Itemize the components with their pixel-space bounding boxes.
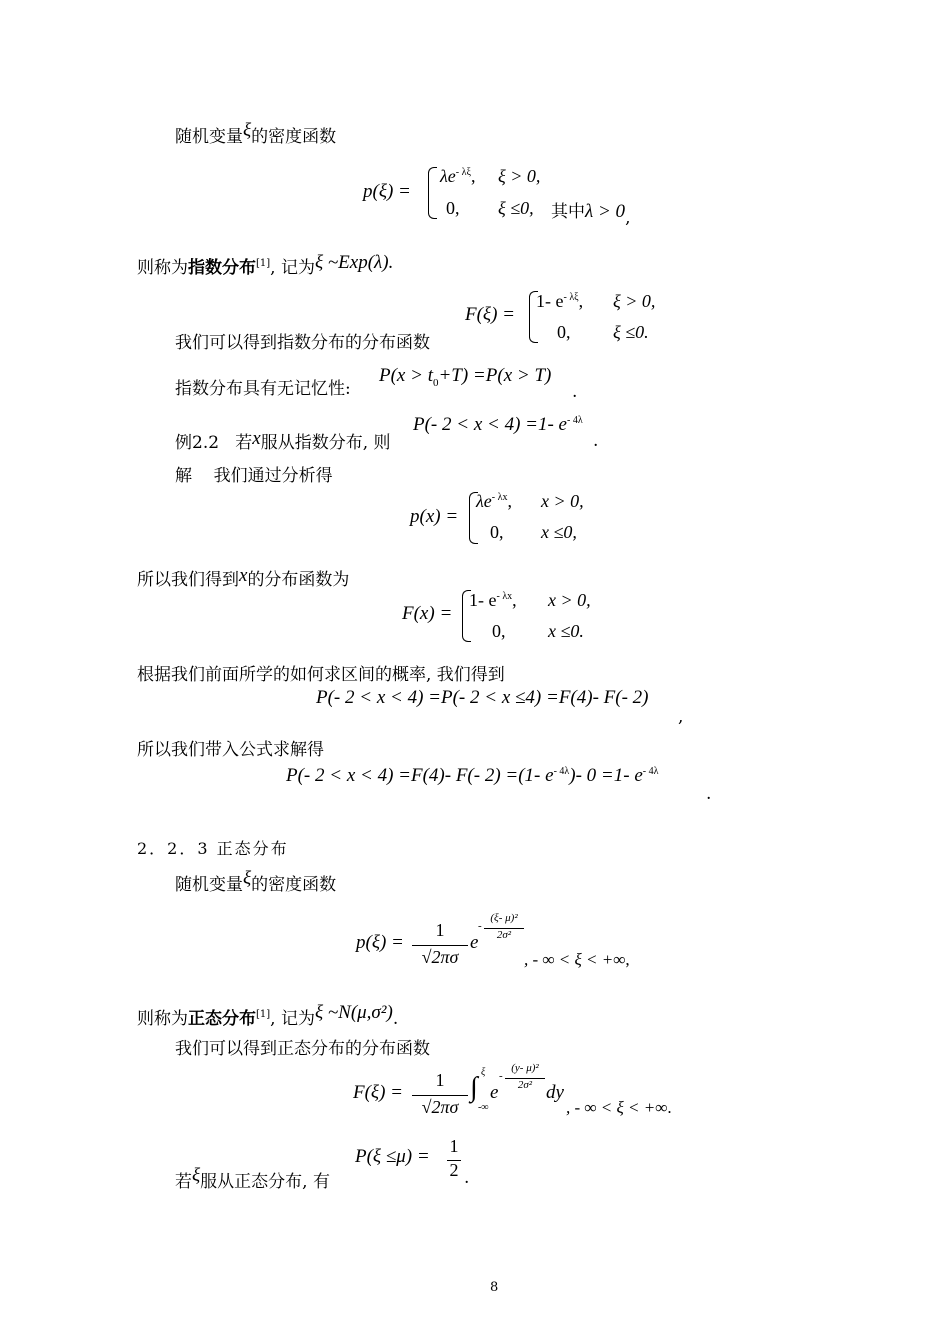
solution-label: 解 <box>175 466 192 486</box>
norm-intro-suffix: 的密度函数 <box>251 875 337 895</box>
exp-intro-suffix: 的密度函数 <box>251 127 337 147</box>
norm-intro-line <box>175 868 336 896</box>
memoryless-formula <box>379 365 551 389</box>
example-var: x <box>252 428 261 449</box>
exp-cdf-case1 <box>536 291 583 312</box>
norm-density-exp-num: (ξ- μ)² <box>490 912 518 924</box>
norm-called-mid: , 记为 <box>270 1009 315 1029</box>
exp-density-case1-exp: - λξ <box>455 167 471 178</box>
exp-called-prefix: 则称为 <box>137 258 188 278</box>
solution-text: 我们通过分析得 <box>213 466 333 486</box>
exp-cdf-case1-val: 1- e <box>536 291 564 311</box>
norm-cdf-exp-den: 2σ² <box>517 1079 533 1091</box>
norm-last-den: 2 <box>449 1160 459 1180</box>
exp-cdf-case1-cond: ξ > 0, <box>613 291 656 311</box>
eq2-exp2: - 4λ <box>642 766 659 777</box>
norm-cdf-lower: -∞ <box>478 1102 489 1113</box>
example-formula-exp: - 4λ <box>567 415 583 426</box>
page-number: 8 <box>490 1280 499 1295</box>
solution-line <box>175 465 333 487</box>
norm-cdf-integral: ∫ <box>470 1072 478 1103</box>
exp-density-brace <box>428 167 437 219</box>
example-label: 例2.2 <box>175 433 220 453</box>
norm-intro-var: ξ <box>243 868 252 889</box>
eq1-formula: P(- 2 < x < 4) =P(- 2 < x ≤4) =F(4)- F(- 2) <box>316 687 649 708</box>
memoryless-end: . <box>572 382 578 402</box>
section-heading: 2．2．3 正态分布 <box>137 839 289 858</box>
example-suffix: 服从指数分布, 则 <box>260 433 391 453</box>
norm-last-var: ξ <box>192 1165 201 1186</box>
exp-density-case1-cond: ξ > 0, <box>498 166 541 186</box>
Fx-case1 <box>469 590 517 611</box>
norm-last-lhs: P(ξ ≤μ) = <box>355 1146 430 1167</box>
memoryless-rhs: +T) =P(x > T) <box>438 365 552 386</box>
exp-density-case2-cond: ξ ≤0, <box>498 198 534 218</box>
example-line <box>175 428 391 454</box>
px-case1-cond: x > 0, <box>541 491 584 511</box>
exp-cdf-case2-cond: ξ ≤0. <box>613 322 649 342</box>
based-line: 根据我们前面所学的如何求区间的概率, 我们得到 <box>137 665 505 685</box>
norm-cdf-intro: 我们可以得到正态分布的分布函数 <box>175 1039 430 1059</box>
memoryless-sub: 0 <box>432 376 439 389</box>
norm-called-ref: [1] <box>256 1009 271 1020</box>
exp-density-end: , <box>625 208 631 228</box>
so-suffix: 的分布函数为 <box>247 570 350 590</box>
so-prefix: 所以我们得到 <box>137 570 239 590</box>
exp-density-case1 <box>440 166 475 187</box>
norm-density-den: √2πσ <box>421 947 459 967</box>
exp-called-ref: [1] <box>256 258 271 269</box>
norm-called-notation: ξ ~N(μ,σ²) <box>314 1002 393 1023</box>
norm-density-exp-sign: - <box>478 920 482 932</box>
Fx-case2-cond: x ≤0. <box>548 621 584 641</box>
norm-density-bar <box>412 945 468 946</box>
plug-line: 所以我们带入公式求解得 <box>137 740 324 760</box>
Fx-lhs: F(x) = <box>402 603 453 624</box>
eq2-formula <box>286 765 658 787</box>
norm-intro-prefix: 随机变量 <box>175 875 243 895</box>
norm-last-prefix: 若 <box>175 1172 192 1192</box>
norm-density-e: e <box>470 932 479 953</box>
norm-called-prefix: 则称为 <box>137 1009 188 1029</box>
exp-intro-prefix: 随机变量 <box>175 127 243 147</box>
norm-density-lhs: p(ξ) = <box>356 932 404 953</box>
norm-cdf-e: e <box>490 1082 499 1103</box>
memoryless-lhs: P(x > t <box>379 365 433 386</box>
example-formula <box>413 414 583 436</box>
so-var: x <box>239 565 248 586</box>
so-line <box>137 565 349 591</box>
px-case1 <box>476 491 512 512</box>
px-case2-cond: x ≤0, <box>541 522 577 542</box>
norm-last-suffix: 服从正态分布, 有 <box>200 1172 330 1192</box>
example-end: . <box>593 431 599 451</box>
exp-density-case1-sep: , <box>470 166 476 186</box>
norm-density-range <box>524 950 630 970</box>
norm-last-num: 1 <box>449 1136 459 1156</box>
Fx-case1-cond: x > 0, <box>548 590 591 610</box>
norm-density-end: , <box>625 950 630 969</box>
norm-cdf-lhs: F(ξ) = <box>353 1082 403 1103</box>
px-case1-sep: , <box>507 491 512 511</box>
eq1-end: , <box>678 707 684 727</box>
norm-cdf-dy: dy <box>546 1082 564 1103</box>
px-case1-exp: - λx <box>491 492 508 503</box>
norm-called-name: 正态分布 <box>188 1009 256 1029</box>
norm-cdf-exp-num: (y- μ)² <box>511 1062 539 1074</box>
exp-cdf-case1-exp: - λξ <box>563 292 579 303</box>
example-formula-text: P(- 2 < x < 4) =1- e <box>413 414 567 435</box>
exp-density-case1-val: λe <box>440 166 456 186</box>
norm-density-range-text: , - ∞ < ξ < +∞ <box>524 950 626 969</box>
Fx-case1-val: 1- e <box>469 590 497 610</box>
norm-cdf-den: √2πσ <box>421 1097 459 1117</box>
norm-cdf-num: 1 <box>435 1070 445 1090</box>
norm-density-exp-den: 2σ² <box>496 929 512 941</box>
exp-intro-line <box>175 120 336 148</box>
norm-cdf-bar <box>412 1095 468 1096</box>
Fx-case1-sep: , <box>512 590 517 610</box>
eq2-exp1: - 4λ <box>553 766 570 777</box>
exp-density-lhs: p(ξ) = <box>363 181 411 202</box>
exp-density-case2-val: 0, <box>446 198 460 218</box>
exp-density-where <box>551 201 630 229</box>
exp-cdf-case1-sep: , <box>578 291 584 311</box>
exp-called-notation: ξ ~Exp(λ). <box>314 252 394 273</box>
exp-density-where-text: 其中 <box>551 202 585 222</box>
norm-cdf-exp-sign: - <box>499 1070 503 1082</box>
norm-cdf-range-text: , - ∞ < ξ < +∞ <box>566 1098 668 1117</box>
norm-cdf-range <box>566 1098 672 1118</box>
Fx-case1-exp: - λx <box>496 591 513 602</box>
norm-last-end: . <box>464 1168 470 1188</box>
Fx-case2-val: 0, <box>492 621 506 641</box>
px-case2-val: 0, <box>490 522 504 542</box>
norm-called-end: . <box>392 1009 399 1029</box>
exp-cdf-intro: 我们可以得到指数分布的分布函数 <box>175 333 430 353</box>
exp-intro-var: ξ <box>243 120 252 141</box>
exp-called-line <box>137 252 393 279</box>
memoryless-text: 指数分布具有无记忆性: <box>175 379 351 399</box>
exp-called-mid: , 记为 <box>270 258 315 278</box>
norm-called-line <box>137 1002 398 1030</box>
norm-last-line <box>175 1165 330 1193</box>
px-case1-val: λe <box>476 491 492 511</box>
eq2-main: P(- 2 < x < 4) =F(4)- F(- 2) =(1- e <box>286 765 554 786</box>
norm-density-num: 1 <box>435 920 445 940</box>
exp-density-where-cond: λ > 0 <box>585 201 626 222</box>
norm-cdf-end: . <box>667 1098 672 1117</box>
exp-called-name: 指数分布 <box>188 258 256 278</box>
exp-cdf-case2-val: 0, <box>557 322 571 342</box>
eq2-mid: )- 0 =1- e <box>569 765 643 786</box>
exp-cdf-lhs: F(ξ) = <box>465 304 515 325</box>
example-mid: 若 <box>235 433 253 453</box>
norm-cdf-upper: ξ <box>481 1067 486 1078</box>
px-lhs: p(x) = <box>410 506 459 527</box>
eq2-end: . <box>706 784 712 804</box>
